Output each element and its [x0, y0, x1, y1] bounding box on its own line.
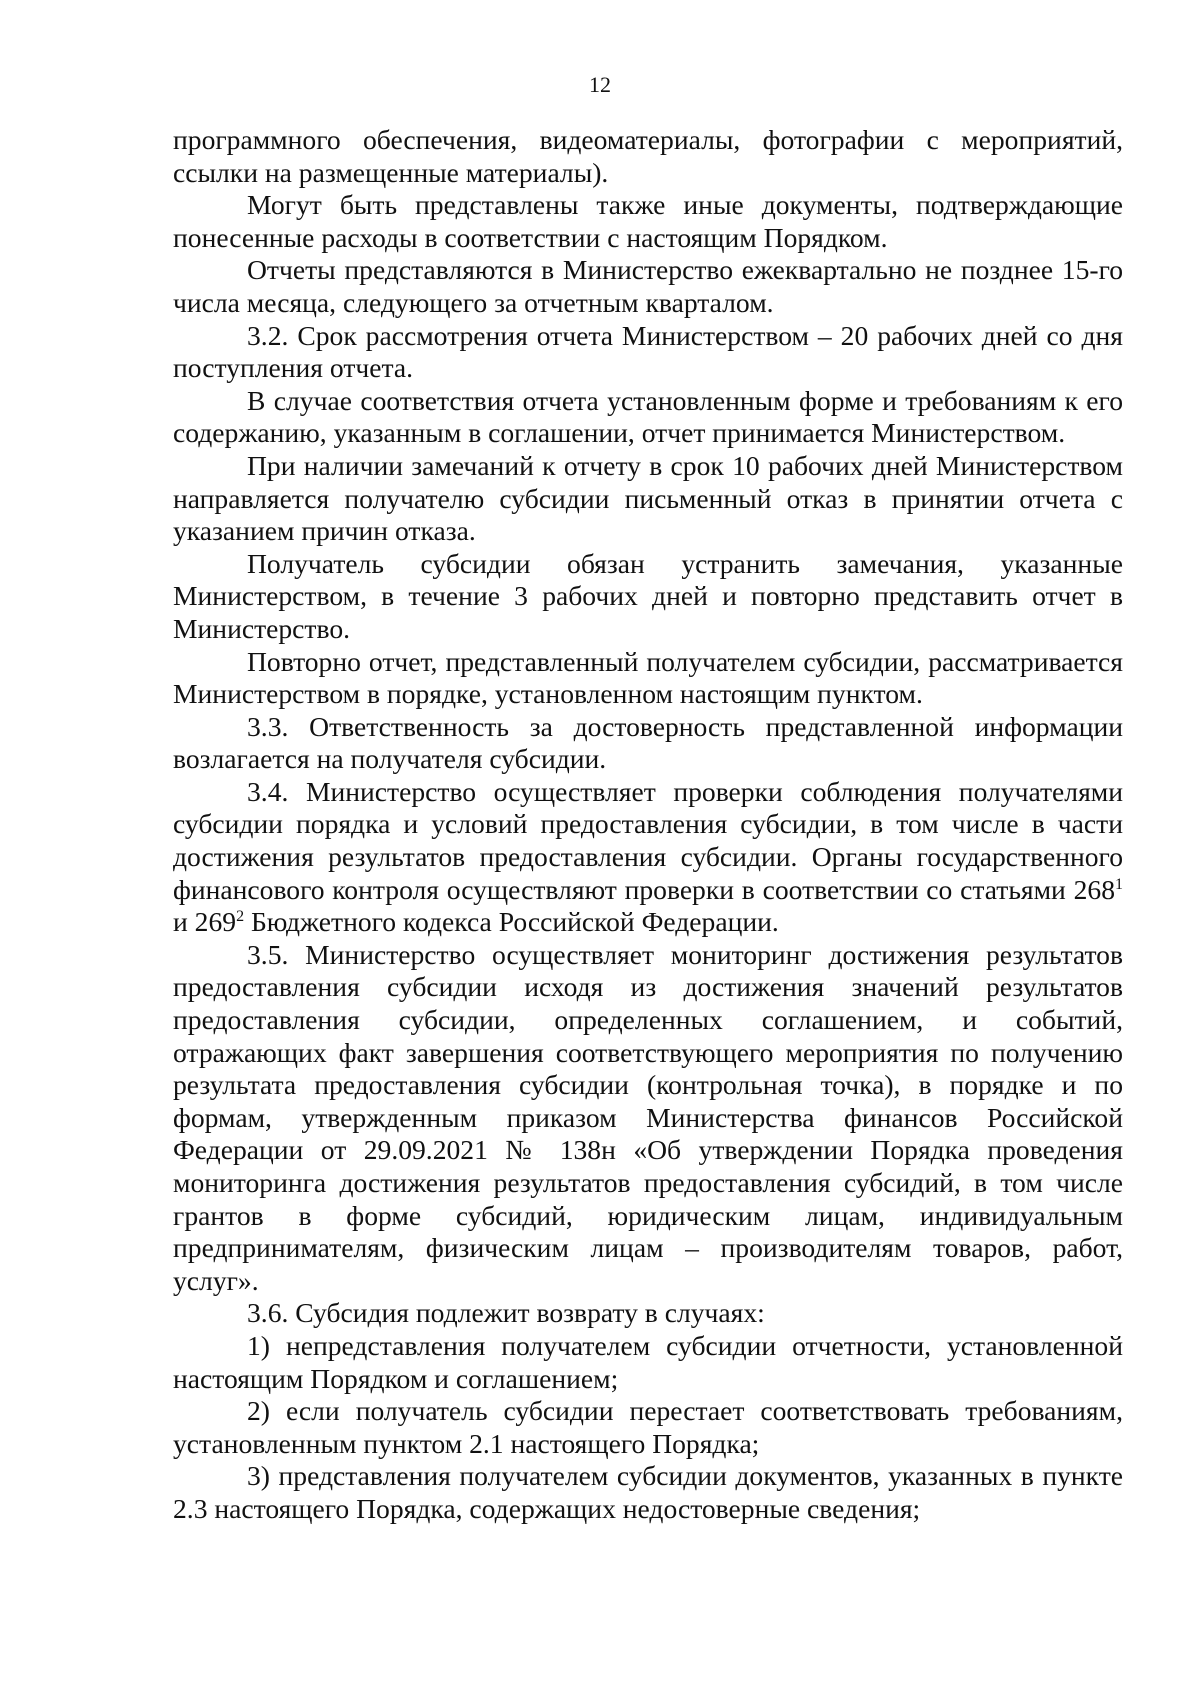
list-item-1: 1) непредставления получателем субсидии отчетности, установленной настоящим Порядком и соглашением;	[173, 1329, 1123, 1394]
paragraph-report-accepted: В случае соответствия отчета установленным форме и требованиям к его содержанию, указанным в соглашении, отчет принимается Министерством.	[173, 384, 1123, 449]
paragraph-recipient-obliged: Получатель субсидии обязан устранить замечания, указанные Министерством, в течение 3 рабочих дней и повторно представить отчет в Министерство.	[173, 547, 1123, 644]
page-number: 12	[589, 72, 611, 97]
paragraph-3-4-text-middle: и 269	[173, 906, 237, 938]
paragraph-repeated-report: Повторно отчет, представленный получателем субсидии, рассматривается Министерством в порядке, установленном настоящим пунктом.	[173, 645, 1123, 710]
paragraph-3-3: 3.3. Ответственность за достоверность представленной информации возлагается на получателя субсидии.	[173, 710, 1123, 775]
paragraph-3-4-text-after: Бюджетного кодекса Российской Федерации.	[244, 906, 779, 938]
paragraph-3-5: 3.5. Министерство осуществляет мониторинг достижения результатов предоставления субсидии исходя из достижения значений результатов предоставления субсидии, определенных соглашением, и событий, отражающих факт завершения соответствующего мероприятия по получению результата предоставления субсидии (контрольная точка), в порядке и по формам, утвержденным приказом Министерства финансов Российской Федерации от 29.09.2021 № 138н «Об утверждении Порядка проведения мониторинга достижения результатов предоставления субсидий, в том числе грантов в форме субсидий, юридическим лицам, индивидуальным предпринимателям, физическим лицам – производителям товаров, работ, услуг».	[173, 938, 1123, 1296]
list-item-3: 3) представления получателем субсидии документов, указанных в пункте 2.3 настоящего Порядка, содержащих недостоверные сведения;	[173, 1460, 1123, 1524]
paragraph-3-4	[173, 776, 1123, 939]
paragraph-report-remarks: При наличии замечаний к отчету в срок 10 рабочих дней Министерством направляется получателю субсидии письменный отказ в принятии отчета с указанием причин отказа.	[173, 449, 1123, 547]
paragraph-other-documents: Могут быть представлены также иные документы, подтверждающие понесенные расходы в соответствии с настоящим Порядком.	[173, 189, 1123, 253]
paragraph-reports-quarterly: Отчеты представляются в Министерство ежеквартально не позднее 15-го числа месяца, следующего за отчетным кварталом.	[173, 254, 1123, 318]
superscript-1: 1	[1115, 875, 1123, 893]
paragraph-3-4-text-before: 3.4. Министерство осуществляет проверки соблюдения получателями субсидии порядка и условий предоставления субсидии, в том числе в части достижения результатов предоставления субсидии. Органы государственного финансового контроля осуществляют проверки в соответствии со статьями 268	[173, 775, 1123, 905]
paragraph-3-2: 3.2. Срок рассмотрения отчета Министерством – 20 рабочих дней со дня поступления отчета.	[173, 319, 1123, 384]
paragraph-3-6: 3.6. Субсидия подлежит возврату в случаях:	[247, 1297, 765, 1329]
superscript-2: 2	[236, 908, 245, 926]
paragraph-continuation: программного обеспечения, видеоматериалы, фотографии с мероприятий, ссылки на размещенные материалы).	[173, 124, 1123, 188]
list-item-2: 2) если получатель субсидии перестает соответствовать требованиям, установленным пунктом 2.1 настоящего Порядка;	[173, 1395, 1123, 1459]
document-body	[173, 124, 1123, 1526]
